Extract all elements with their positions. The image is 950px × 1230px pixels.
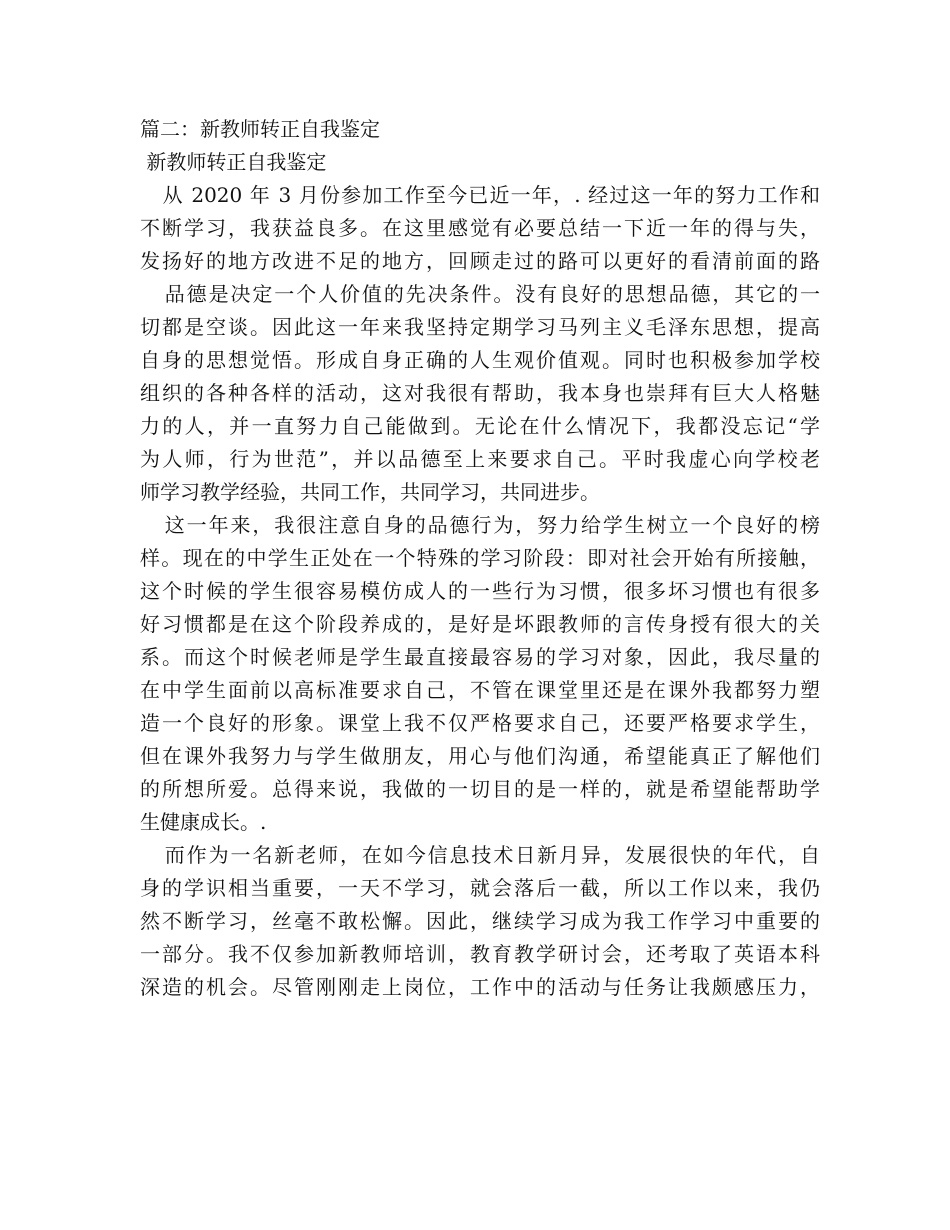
text-line: 身的学识相当重要，一天不学习，就会落后一截，所以工作以来，我仍 (140, 876, 820, 900)
text-line: 从 2020 年 3 月份参加工作至今已近一年，. 经过这一年的努力工作和 (140, 183, 820, 207)
document-body (140, 113, 820, 1004)
text-line: 的所想所爱。总得来说，我做的一切目的是一样的，就是希望能帮助学 (140, 777, 820, 801)
text-line: 力的人，并一直努力自己能做到。无论在什么情况下，我都没忘记“学 (140, 414, 820, 438)
text-line: 自身的思想觉悟。形成自身正确的人生观价值观。同时也积极参加学校 (140, 348, 820, 372)
text-line: 组织的各种各样的活动，这对我很有帮助，我本身也崇拜有巨大人格魅 (140, 381, 820, 405)
text-line: 在中学生面前以高标准要求自己，不管在课堂里还是在课外我都努力塑 (140, 678, 820, 702)
section-heading: 篇二：新教师转正自我鉴定 (140, 117, 380, 141)
text-line: 切都是空谈。因此这一年来我坚持定期学习马列主义毛泽东思想，提高 (140, 315, 820, 339)
document-title: 新教师转正自我鉴定 (140, 150, 327, 174)
text-line: 师学习教学经验，共同工作，共同学习，共同进步。 (140, 480, 600, 504)
text-line: 这个时候的学生很容易模仿成人的一些行为习惯，很多坏习惯也有很多 (140, 579, 820, 603)
text-line: 这一年来，我很注意自身的品德行为，努力给学生树立一个良好的榜 (140, 513, 820, 537)
text-line: 造一个良好的形象。课堂上我不仅严格要求自己，还要严格要求学生， (140, 711, 820, 735)
text-line: 品德是决定一个人价值的先决条件。没有良好的思想品德，其它的一 (140, 282, 820, 306)
text-line: 一部分。我不仅参加新教师培训，教育教学研讨会，还考取了英语本科 (140, 942, 820, 966)
text-line: 发扬好的地方改进不足的地方，回顾走过的路可以更好的看清前面的路 (140, 249, 820, 273)
text-line: 然不断学习，丝毫不敢松懈。因此，继续学习成为我工作学习中重要的 (140, 909, 820, 933)
text-line: 生健康成长。. (140, 810, 267, 834)
text-line: 好习惯都是在这个阶段养成的，是好是坏跟教师的言传身授有很大的关 (140, 612, 820, 636)
text-line: 但在课外我努力与学生做朋友，用心与他们沟通，希望能真正了解他们 (140, 744, 820, 768)
text-line: 不断学习，我获益良多。在这里感觉有必要总结一下近一年的得与失， (140, 216, 820, 240)
text-line: 为人师，行为世范”，并以品德至上来要求自己。平时我虚心向学校老 (140, 447, 820, 471)
text-line: 而作为一名新老师，在如今信息技术日新月异，发展很快的年代，自 (140, 843, 820, 867)
text-line: 系。而这个时候老师是学生最直接最容易的学习对象，因此，我尽量的 (140, 645, 820, 669)
text-line: 样。现在的中学生正处在一个特殊的学习阶段：即对社会开始有所接触， (140, 546, 820, 570)
text-line: 深造的机会。尽管刚刚走上岗位，工作中的活动与任务让我颇感压力， (140, 975, 820, 999)
